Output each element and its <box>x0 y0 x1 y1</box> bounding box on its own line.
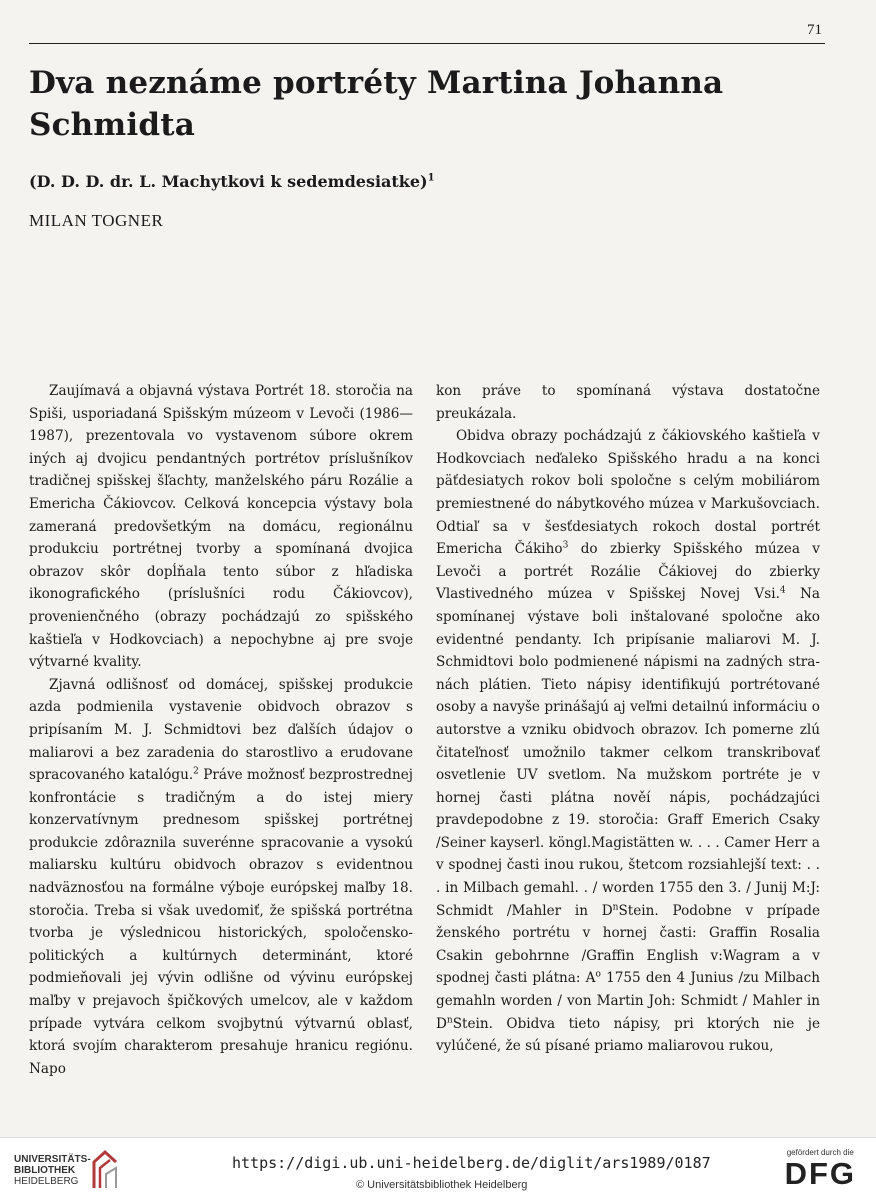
superscript: n <box>612 902 619 913</box>
paragraph-text: Obidva obrazy pochádzajú z čákiovského kaštieľa v Hodkovciach neďaleko Spišského hradu a na konci päťdesiatych rokov boli spoločne s celým mobiliárom premiestnené do nábytkového múzea v Markušovciach. Odtiaľ sa v šesťdesiatych rokoch dostal portrét Emericha Čákiho <box>436 428 820 558</box>
paragraph-text: Práve možnosť bezprostrednej konfrontácie s tradičným a do istej miery konzervatívnym prednesom spišskej portrétnej produkcie zdôraznila suverénne spracovanie a vysokú maliarsku kultúru obidvoch obrazov s evidentnou nadväznosťou na formálne výboje európskej maľby 18. storočia. Treba si však uvedomiť, že spišská portrétna tvorba je výslednicou historických, spoločensko-politických a kultúrnych determinánt, ktoré podmieňovali jej vývin odlišne od vývinu európskej maľby v prejavoch špičkových umelcov, ale v každom prípade vytvára celkom svojbytnú výtvarnú oblasť, ktorá svojím charakterom presahuje hranicu regiónu. Napo <box>29 767 414 1077</box>
dedication-text: (D. D. D. dr. L. Machytkovi k sedemdesiatke) <box>29 172 428 191</box>
paragraph: Zaujímavá a objavná výstava Portrét 18. storočia na Spiši, usporiadaná Spišským múzeom v Levoči (1986—1987), prezentovala vo vystavenom súbore okrem iných aj dvojicu pendantných portrétov príslušníkov tradičnej spišskej šľachty, manželského páru Rozálie a Emericha Čákiovcov. Celková koncepcia výstavy bola zameraná predovšetkým na domácu, regionálnu produkciu portrétnej tvorby a spomínaná dvojica obrazov skôr dopĺňala tento súbor z hľadiska ikonografického (príslušníci rodu Čákiovcov), provenienčného (obrazy pochádzajú zo spišského kaštieľa v Hodkovciach) a nepochybne aj pre svoje výtvarné kvality. <box>29 383 413 671</box>
footer-bar <box>0 1137 876 1203</box>
dfg-logo[interactable] <box>785 1148 856 1191</box>
right-column <box>436 380 820 1058</box>
permalink-url[interactable]: https://digi.ub.uni-heidelberg.de/diglit/ars1989/0187 <box>232 1154 711 1172</box>
superscript: o <box>595 969 601 980</box>
author-name: MILAN TOGNER <box>29 211 164 230</box>
superscript: n <box>446 1015 453 1026</box>
funded-by-text: gefördert durch die <box>786 1148 854 1157</box>
dedication <box>29 172 435 191</box>
page-number: 71 <box>807 22 822 38</box>
paragraph <box>436 425 820 1058</box>
left-column <box>29 380 413 1080</box>
logo-line: UNIVERSITÄTS- <box>14 1154 91 1165</box>
paragraph-text: 1755 den 4 Junius /zu Milbach gemahln worden / von Martin Joh: Schmidt / Mahler in D <box>436 970 821 1032</box>
article-title: Dva neznáme portréty Martina Johanna Schmidta <box>29 65 724 143</box>
logo-line: BIBLIOTHEK <box>14 1165 76 1176</box>
footnote-ref-4[interactable]: 4 <box>779 585 786 596</box>
header-rule <box>29 43 825 44</box>
paragraph-text: Zjavná odlišnosť od domácej, spišskej produkcie azda podmienila vystavenie obidvoch obrazov s pripísaním M. J. Schmidtovi bez ďalších údajov o maliarovi a bez zaradenia do starostlivo a erudovane spracovaného katalógu. <box>29 676 413 784</box>
footnote-ref-2[interactable]: 2 <box>193 766 199 777</box>
paragraph-text: Stein. Podobne v prípade ženského portrétu v hornej časti: Graffin Rosalia Csakin gebohrnne /Graffin English v:Wagram a v spodnej časti plátna: A <box>436 902 820 987</box>
footnote-ref-3[interactable]: 3 <box>562 540 569 551</box>
copyright-notice: © Universitätsbibliothek Heidelberg <box>356 1179 528 1191</box>
paragraph-text: do zbierky Spišského múzea v Levoči a portrét Rozálie Čákiovej do zbierky Vlastivedného múzea v Spišskej Novej Vsi. <box>436 541 820 603</box>
library-logo[interactable] <box>14 1154 91 1187</box>
library-emblem-icon <box>88 1148 122 1190</box>
paragraph <box>29 674 413 1081</box>
paragraph: kon práve to spomínaná výstava dostatočne preukázala. <box>436 383 820 422</box>
paragraph-text: Na spomínanej výstave boli inštalované spoločne ako evidentné pendanty. Ich pripísanie maliarovi M. J. Schmidtovi bolo podmienené nápismi na zadných stranách plátien. Tieto nápisy identifikujú portrétované osoby a navyše prinášajú aj veľmi detailnú informáciu o autorstve a vzniku obidvoch obrazov. Ich pomerne zlú čitateľnosť umožnilo takmer celkom transkribovať osvetlenie UV svetlom. Na mužskom portréte je v hornej časti plátna nověí nápis, pochádzajúci pravdepodobne z 19. storočia: Graff Emerich Csaky /Seiner kayserl. köngl.Magistätten w. . . . Camer Herr a v spodnej časti inou rukou, štetcom rozsiahlejší text: . . . in Milbach gemahl. . / worden 1755 den 3. / Junij M:J: Schmidt /Mahler in D <box>436 586 820 919</box>
dfg-wordmark: DFG <box>784 1156 856 1191</box>
footnote-ref-1[interactable]: 1 <box>427 172 435 184</box>
logo-line: HEIDELBERG <box>14 1176 79 1187</box>
paragraph-text: Stein. Obidva tieto nápisy, pri ktorých nie je vylúčené, že sú písané priamo maliarovou rukou, <box>436 1015 820 1055</box>
